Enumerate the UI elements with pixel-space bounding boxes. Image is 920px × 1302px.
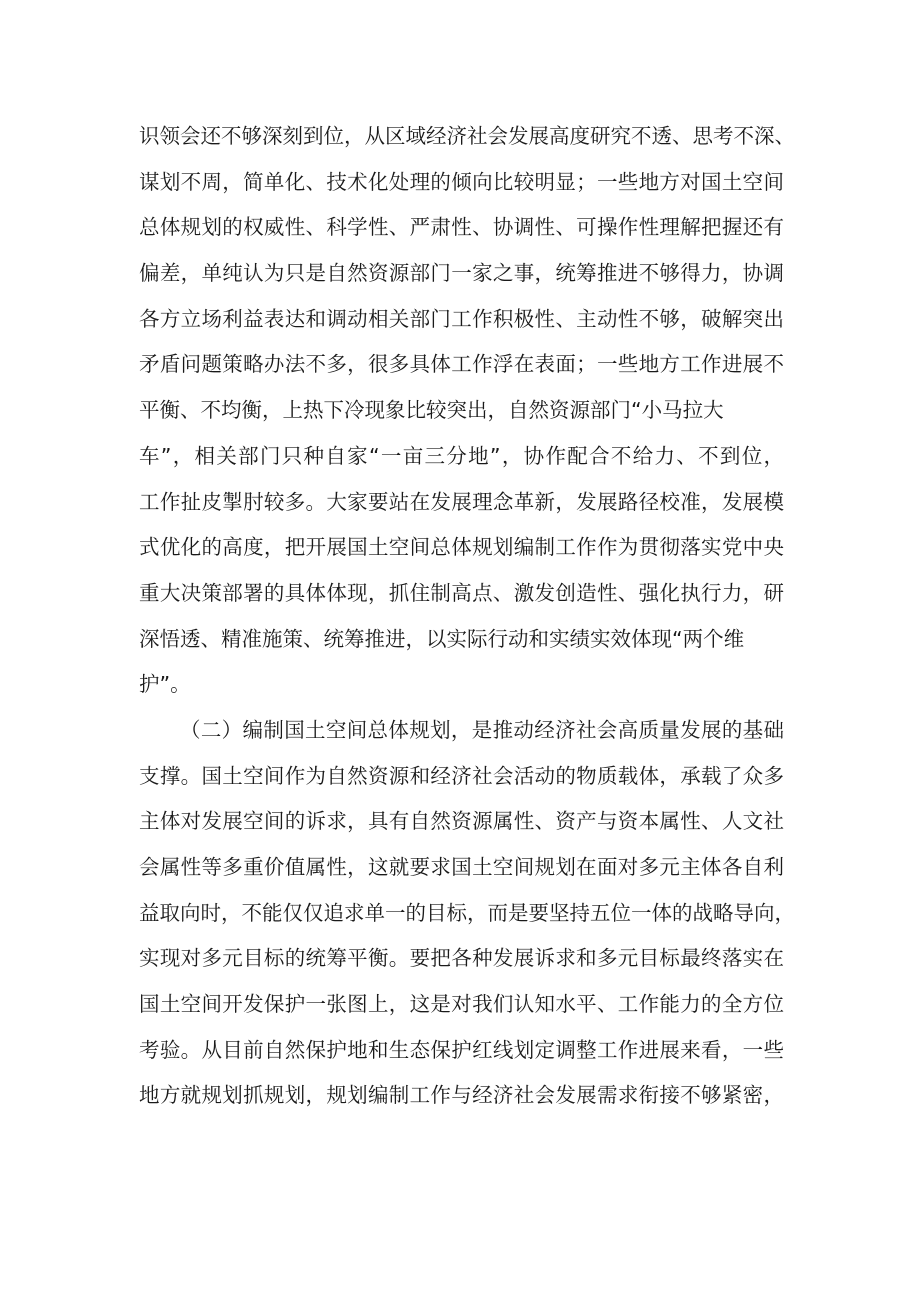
paragraph-end-line: 护”。 — [139, 672, 191, 697]
text-line: 重大决策部署的具体体现，抓住制高点、激发创造性、强化执行力，研 — [139, 580, 784, 605]
body-text — [139, 114, 795, 1119]
text-line: 深悟透、精准施策、统筹推进，以实际行动和实绩实效体现“两个维 — [139, 626, 745, 651]
text-line: 车”，相关部门只种自家“一亩三分地”，协作配合不给力、不到位， — [139, 443, 784, 468]
text-line: 总体规划的权威性、科学性、严肃性、协调性、可操作性理解把握还有 — [139, 215, 784, 240]
text-line: 式优化的高度，把开展国土空间总体规划编制工作作为贯彻落实党中央 — [139, 535, 784, 560]
text-line: 谋划不周，简单化、技术化处理的倾向比较明显；一些地方对国土空间 — [139, 169, 784, 194]
text-line: 支撑。国土空间作为自然资源和经济社会活动的物质载体，承载了众多 — [139, 763, 784, 788]
text-line: 工作扯皮掣肘较多。大家要站在发展理念革新，发展路径校准，发展模 — [139, 489, 784, 514]
text-line: 各方立场利益表达和调动相关部门工作积极性、主动性不够，破解突出 — [139, 306, 784, 331]
text-line: 国土空间开发保护一张图上，这是对我们认知水平、工作能力的全方位 — [139, 992, 784, 1017]
text-line: 益取向时，不能仅仅追求单一的目标，而是要坚持五位一体的战略导向， — [139, 900, 795, 925]
text-line: 考验。从目前自然保护地和生态保护红线划定调整工作进展来看，一些 — [139, 1037, 784, 1062]
text-line: 偏差，单纯认为只是自然资源部门一家之事，统筹推进不够得力，协调 — [139, 261, 784, 286]
text-line: 会属性等多重价值属性，这就要求国土空间规划在面对多元主体各自利 — [139, 855, 784, 879]
paragraph-start-line: （二）编制国土空间总体规划，是推动经济社会高质量发展的基础 — [180, 717, 784, 742]
text-line: 平衡、不均衡，上热下冷现象比较突出，自然资源部门“小马拉大 — [139, 398, 724, 423]
text-line: 识领会还不够深刻到位，从区域经济社会发展高度研究不透、思考不深、 — [139, 124, 795, 148]
text-line: 矛盾问题策略办法不多，很多具体工作浮在表面；一些地方工作进展不 — [139, 352, 784, 377]
text-line: 主体对发展空间的诉求，具有自然资源属性、资产与资本属性、人文社 — [139, 809, 784, 834]
text-line: 地方就规划抓规划，规划编制工作与经济社会发展需求衔接不够紧密， — [139, 1083, 784, 1108]
text-line: 实现对多元目标的统筹平衡。要把各种发展诉求和多元目标最终落实在 — [139, 946, 784, 971]
